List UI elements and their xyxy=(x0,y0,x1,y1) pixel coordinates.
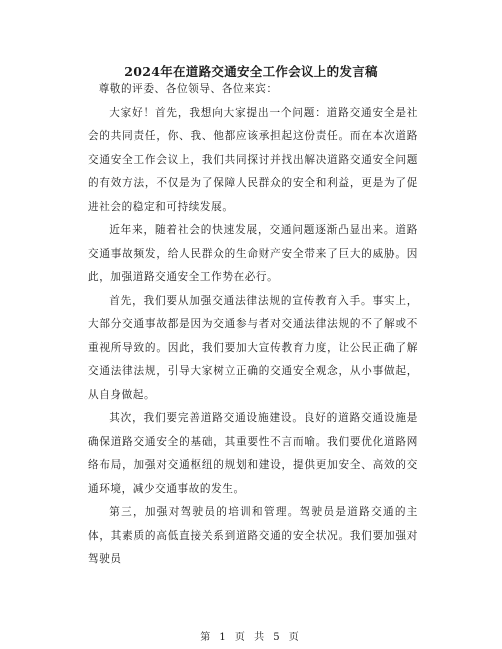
paragraph-2: 近年来，随着社会的快速发展，交通问题逐渐凸显出来。道路交通事故频发，给人民群众的生命财产安全带来了巨大的威胁。因此，加强道路交通安全工作势在必行。 xyxy=(88,224,418,283)
paragraph-4: 其次，我们要完善道路交通设施建设。良好的道路交通设施是确保道路交通安全的基础，其重要性不言而喻。我们要优化道路网络布局，加强对交通枢纽的规划和建设，提供更加安全、高效的交通环境，减少交通事故的发生。 xyxy=(88,412,418,495)
document-title: 2024年在道路交通安全工作会议上的发言稿 xyxy=(124,64,378,79)
paragraph-5: 第三，加强对驾驶员的培训和管理。驾驶员是道路交通的主体，其素质的高低直接关系到道路交通的安全状况。我们要加强对驾驶员 xyxy=(88,506,418,565)
paragraph-1: 大家好！首先，我想向大家提出一个问题：道路交通安全是社会的共同责任，你、我、他都应该承担起这份责任。而在本次道路交通安全工作会议上，我们共同探讨并找出解决道路交通安全问题的有效方法，不仅是为了保障人民群众的安全和利益，更是为了促进社会的稳定和可持续发展。 xyxy=(88,106,418,213)
salutation: 尊敬的评委、各位领导、各位来宾： xyxy=(98,83,278,95)
paragraph-3: 首先，我们要从加强交通法律法规的宣传教育入手。事实上，大部分交通事故都是因为交通参与者对交通法律法规的不了解或不重视所导致的。因此，我们要加大宣传教育力度，让公民正确了解交通法律法规，引导大家树立正确的交通安全观念，从小事做起，从自身做起。 xyxy=(88,294,418,401)
document-body xyxy=(88,78,418,572)
page-number-footer: 第 1 页 共 5 页 xyxy=(200,632,302,643)
